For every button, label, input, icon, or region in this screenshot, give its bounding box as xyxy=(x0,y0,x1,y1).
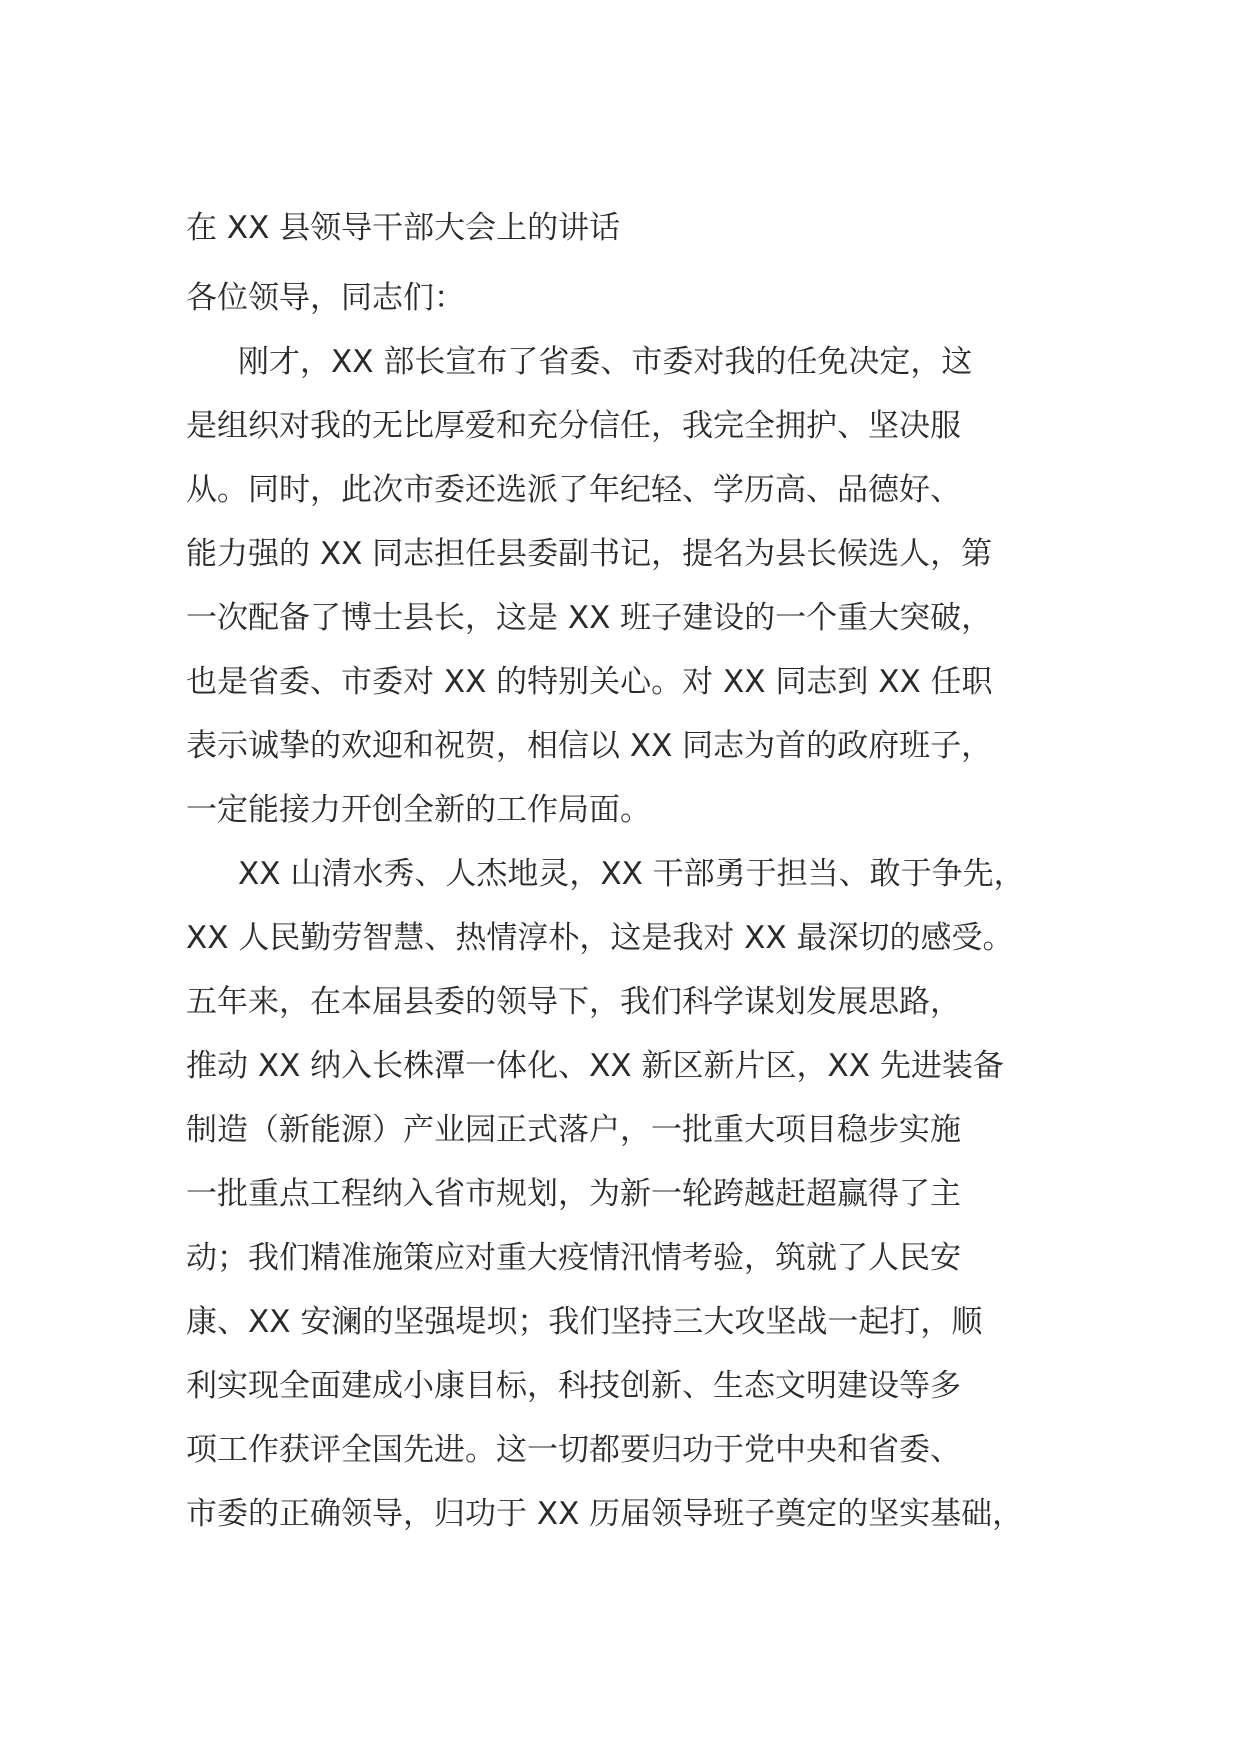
paragraph-line: 一批重点工程纳入省市规划，为新一轮跨越赶超赢得了主 xyxy=(186,1176,961,1212)
paragraph-line: XX 山清水秀、人杰地灵，XX 干部勇于担当、敢于争先， xyxy=(238,856,1025,892)
paragraph-line: 是组织对我的无比厚爱和充分信任，我完全拥护、坚决服 xyxy=(186,408,961,444)
paragraph-line: 表示诚挚的欢迎和祝贺，相信以 XX 同志为首的政府班子， xyxy=(186,728,993,764)
paragraph-line: 推动 XX 纳入长株潭一体化、XX 新区新片区，XX 先进装备 xyxy=(186,1048,1004,1084)
paragraph-line: 利实现全面建成小康目标，科技创新、生态文明建设等多 xyxy=(186,1368,961,1404)
document-title: 在 XX 县领导干部大会上的讲话 xyxy=(186,210,621,246)
paragraph-line: 刚才，XX 部长宣布了省委、市委对我的任免决定，这 xyxy=(238,344,973,380)
paragraph-line: 五年来，在本届县委的领导下，我们科学谋划发展思路， xyxy=(186,984,961,1020)
paragraph-line: 能力强的 XX 同志担任县委副书记，提名为县长候选人，第 xyxy=(186,536,993,572)
paragraph-line: 从。同时，此次市委还选派了年纪轻、学历高、品德好、 xyxy=(186,472,961,508)
paragraph-line: 也是省委、市委对 XX 的特别关心。对 XX 同志到 XX 任职 xyxy=(186,664,993,700)
document-body xyxy=(186,196,1086,1546)
paragraph-line: 动；我们精准施策应对重大疫情汛情考验，筑就了人民安 xyxy=(186,1240,961,1276)
paragraph-line: 项工作获评全国先进。这一切都要归功于党中央和省委、 xyxy=(186,1432,961,1468)
paragraph-2 xyxy=(186,842,1086,1546)
paragraph-line: XX 人民勤劳智慧、热情淳朴，这是我对 XX 最深切的感受。 xyxy=(186,920,1014,956)
paragraph-line: 市委的正确领导，归功于 XX 历届领导班子奠定的坚实基础， xyxy=(186,1496,1024,1532)
paragraph-1 xyxy=(186,330,1086,842)
paragraph-line: 一次配备了博士县长，这是 XX 班子建设的一个重大突破， xyxy=(186,600,993,636)
paragraph-line: 制造（新能源）产业园正式落户，一批重大项目稳步实施 xyxy=(186,1112,961,1148)
paragraph-line: 康、XX 安澜的坚强堤坝；我们坚持三大攻坚战一起打，顺 xyxy=(186,1304,983,1340)
salutation: 各位领导，同志们： xyxy=(186,280,465,316)
paragraph-line: 一定能接力开创全新的工作局面。 xyxy=(186,792,651,828)
